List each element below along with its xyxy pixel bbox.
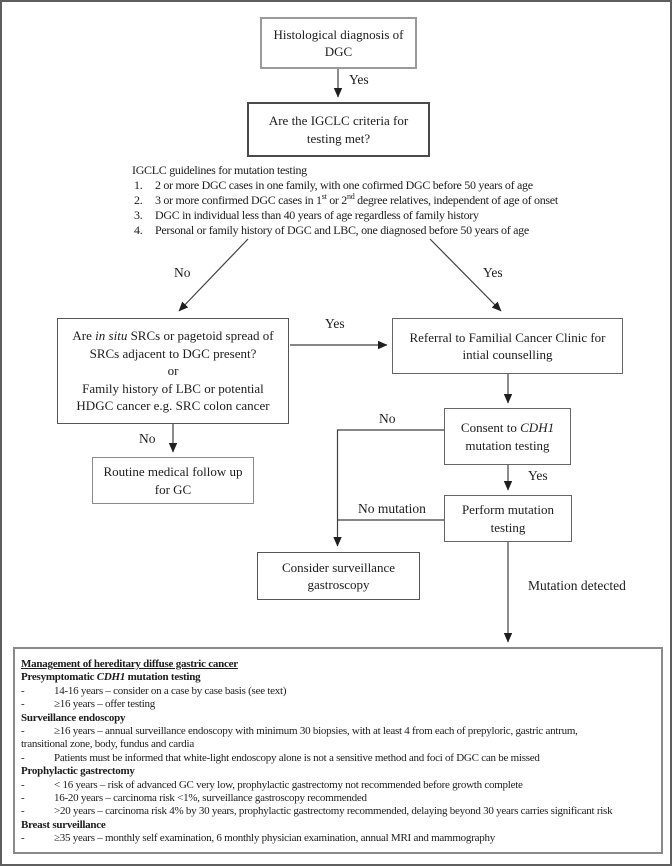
label-no-consent: No bbox=[379, 411, 396, 426]
guideline-item: 3. DGC in individual less than 40 years of age regardless of family history bbox=[134, 208, 479, 222]
box-text: or bbox=[167, 363, 179, 379]
box-routine-followup bbox=[92, 457, 254, 504]
box-text: testing bbox=[490, 519, 526, 535]
box-text: Are the IGCLC criteria for bbox=[268, 113, 409, 128]
bullet-item: - ≥16 years – annual surveillance endoscopy with minimum 30 biopsies, with at least 4 from each of prepyloric, gastric antrum, bbox=[21, 725, 578, 738]
igclc-guidelines-list bbox=[125, 163, 558, 238]
box-text: Histological diagnosis of bbox=[273, 26, 404, 42]
box-text: DGC bbox=[324, 44, 353, 59]
box-text: Are in situ SRCs or pagetoid spread of bbox=[72, 328, 274, 344]
guideline-item: 4. Personal or family history of DGC and LBC, one diagnosed before 50 years of age bbox=[134, 223, 529, 237]
box-insitu-src-question bbox=[57, 318, 289, 424]
box-text: SRCs adjacent to DGC present? bbox=[89, 345, 257, 361]
guideline-item: 2. 3 or more confirmed DGC cases in 1st or 2nd degree relatives, independent of age of onset bbox=[134, 192, 558, 207]
box-referral-cancer-clinic bbox=[392, 318, 623, 374]
bullet-item: - 14-16 years – consider on a case by case basis (see text) bbox=[21, 684, 287, 697]
section-presymptomatic-testing: Presymptomatic CDH1 mutation testing bbox=[21, 671, 201, 684]
label-yes-right: Yes bbox=[483, 265, 503, 280]
bullet-item: - Patients must be informed that white-light endoscopy alone is not a sensitive method and foci of DGC can be missed bbox=[21, 751, 540, 764]
box-text: HDGC cancer e.g. SRC colon cancer bbox=[76, 398, 270, 414]
box-histological-diagnosis bbox=[260, 17, 417, 69]
bullet-item: - >20 years – carcinoma risk 4% by 30 years, prophylactic gastrectomy recommended, delaying beyond 30 years carries significant risk bbox=[21, 805, 613, 818]
bullet-item: - 16-20 years – carcinoma risk <1%, surveillance gastroscopy recommended bbox=[21, 792, 367, 805]
box-perform-mutation-testing bbox=[444, 495, 572, 542]
label-yes-consent: Yes bbox=[528, 468, 548, 483]
guideline-item: 1. 2 or more DGC cases in one family, with one cofirmed DGC before 50 years of age bbox=[134, 178, 533, 192]
box-text: Routine medical follow up bbox=[103, 464, 243, 479]
label-no-mutation: No mutation bbox=[358, 501, 426, 516]
box-consent-cdh1 bbox=[444, 408, 571, 465]
bullet-item: - < 16 years – risk of advanced GC very low, prophylactic gastrectomy not recommended before growth complete bbox=[21, 778, 523, 791]
section-surveillance-endoscopy: Surveillance endoscopy bbox=[21, 711, 126, 724]
box-igclc-criteria bbox=[247, 102, 430, 157]
management-title: Management of hereditary diffuse gastric cancer bbox=[21, 658, 238, 670]
bullet-item: - ≥35 years – monthly self examination, 6 monthly physician examination, annual MRI and mammography bbox=[21, 832, 495, 845]
bullet-item: - ≥16 years – offer testing bbox=[21, 698, 155, 711]
arrow-consent-no-to-gastroscopy bbox=[338, 430, 445, 546]
box-text: Perform mutation bbox=[461, 502, 555, 517]
box-text: testing met? bbox=[306, 130, 371, 146]
label-yes-horizontal: Yes bbox=[325, 316, 345, 331]
box-text: Family history of LBC or potential bbox=[82, 380, 264, 396]
box-text: mutation testing bbox=[465, 437, 550, 453]
label-yes-top: Yes bbox=[349, 72, 369, 87]
label-no-insitu: No bbox=[139, 431, 156, 446]
section-breast-surveillance: Breast surveillance bbox=[21, 818, 106, 831]
box-consider-surveillance-gastroscopy bbox=[257, 552, 420, 600]
bullet-continuation: transitional zone, body, fundus and cardia bbox=[21, 738, 194, 751]
label-mutation-detected: Mutation detected bbox=[528, 578, 626, 593]
section-prophylactic-gastrectomy: Prophylactic gastrectomy bbox=[21, 765, 135, 778]
box-text: for GC bbox=[154, 481, 192, 497]
box-text: Referral to Familial Cancer Clinic for bbox=[409, 329, 606, 345]
label-no-left: No bbox=[174, 265, 191, 280]
box-text: intial counselling bbox=[462, 347, 553, 362]
box-text: Consent to CDH1 bbox=[460, 420, 555, 435]
box-text: gastroscopy bbox=[307, 577, 370, 592]
box-text: Consider surveillance bbox=[282, 559, 395, 575]
management-summary-box bbox=[13, 647, 663, 854]
guidelines-title: IGCLC guidelines for mutation testing bbox=[132, 163, 307, 177]
